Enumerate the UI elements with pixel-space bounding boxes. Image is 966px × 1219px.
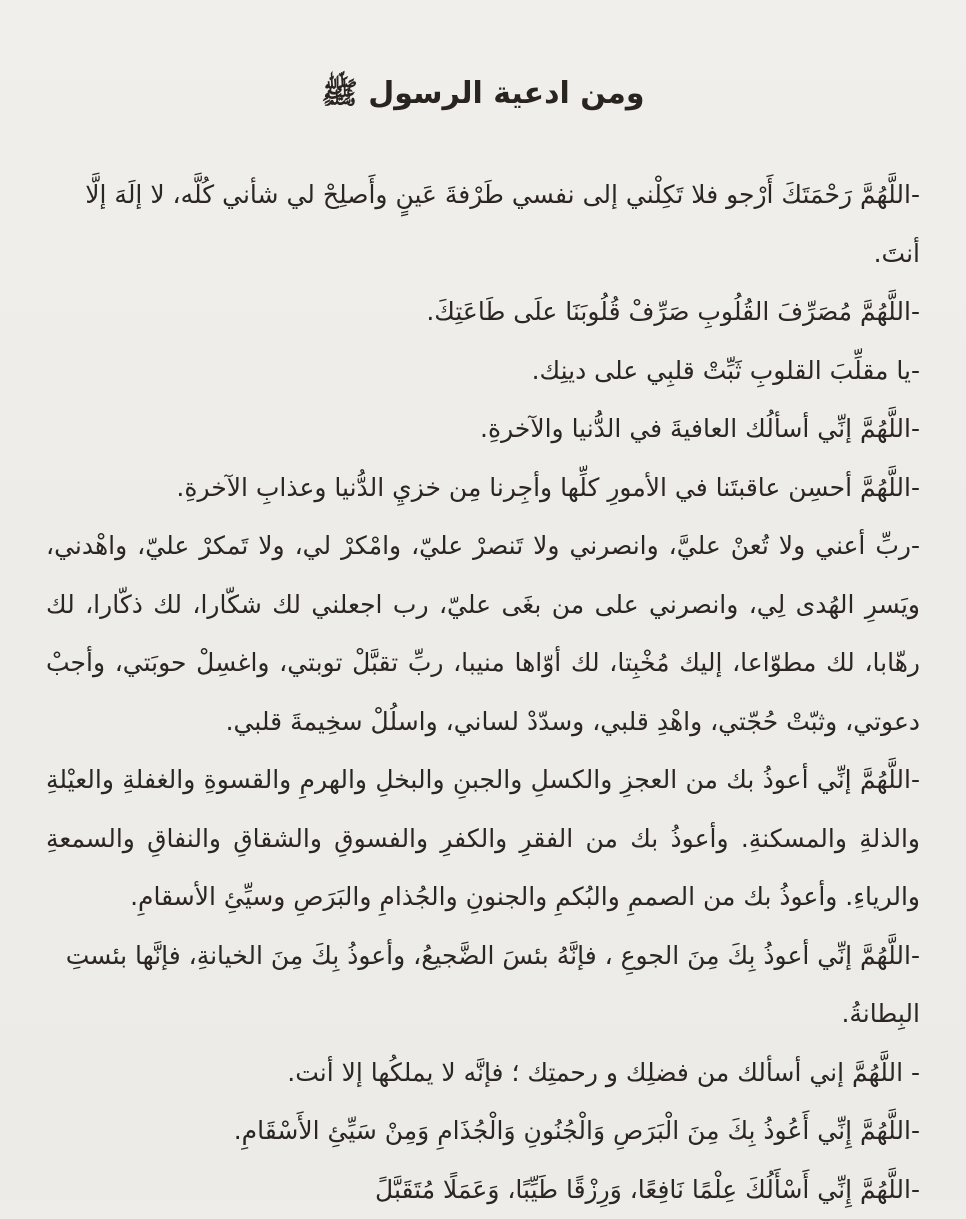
prayer-line: -اللَّهُمَّ إنِّي أعوذُ بِكَ مِنَ الجوعِ ، فإنَّهُ بئسَ الضَّجيعُ، وأعوذُ بِكَ مِنَ الخيانةِ، فإنَّها بئستِ البِطانةُ. [46,927,920,1044]
prayer-line: - اللَّهُمَّ إني أسألك من فضلِك و رحمتِك ؛ فإنَّه لا يملكُها إلا أنت. [46,1044,920,1103]
prayer-paragraph: -ربِّ أعني ولا تُعنْ عليَّ، وانصرني ولا تَنصرْ عليّ، وامْكرْ لي، ولا تَمكرْ عليّ، واهْدني، ويَسرِ الهُدى لِي، وانصرني على من بغَى عليّ، رب اجعلني لك شكّارا، لك ذكّارا، لك رهّابا، لك مطوّاعا، إليك مُخْبِتا، لك أوّاها منيبا، ربِّ تقبَّلْ توبتي، واغسِلْ حوبَتي، وأجبْ دعوتي، وثبّتْ حُجّتي، واهْدِ قلبي، وسدّدْ لساني، واسلُلْ سخِيمةَ قلبي. [46,517,920,751]
prayer-line: -اللَّهُمَّ إِنِّي أَعُوذُ بِكَ مِنَ الْبَرَصِ وَالْجُنُونِ وَالْجُذَامِ وَمِنْ سَيِّئِ الأَسْقَامِ. [46,1102,920,1161]
prayer-list [46,166,920,1219]
prayer-line: -اللَّهُمَّ إنِّي أسألُك العافيةَ في الدُّنيا والآخرةِ. [46,400,920,459]
page-title: ومن ادعية الرسول ﷺ [46,66,920,122]
prayer-line: -اللَّهُمَّ إِنِّي أَسْأَلُكَ عِلْمًا نَافِعًا، وَرِزْقًا طَيِّبًا، وَعَمَلًا مُتَقَبَّلً [46,1161,920,1219]
prayer-paragraph: -اللَّهُمَّ إنِّي أعوذُ بك من العجزِ والكسلِ والجبنِ والبخلِ والهرمِ والقسوةِ والغفلةِ والعيْلةِ والذلةِ والمسكنةِ. وأعوذُ بك من الفقرِ والكفرِ والفسوقِ والشقاقِ والنفاقِ والسمعةِ والرياءِ. وأعوذُ بك من الصممِ والبُكمِ والجنونِ والجُذامِ والبَرَصِ وسيِّئِ الأسقامِ. [46,751,920,927]
prayer-line: -اللَّهُمَّ أحسِن عاقبتَنا في الأمورِ كلِّها وأجِرنا مِن خزيِ الدُّنيا وعذابِ الآخرةِ. [46,459,920,518]
prayer-line: -اللَّهُمَّ مُصَرِّفَ القُلُوبِ صَرِّفْ قُلُوبَنَا علَى طَاعَتِكَ. [46,283,920,342]
prayer-line: -يا مقلِّبَ القلوبِ ثَبِّتْ قلبِي على دينِك. [46,342,920,401]
prayer-line: -اللَّهُمَّ رَحْمَتَكَ أَرْجو فلا تَكِلْني إلى نفسي طَرْفةَ عَينٍ وأَصلِحْ لي شأني كُلَّه، لا إلَهَ إلَّا أنتَ. [46,166,920,283]
